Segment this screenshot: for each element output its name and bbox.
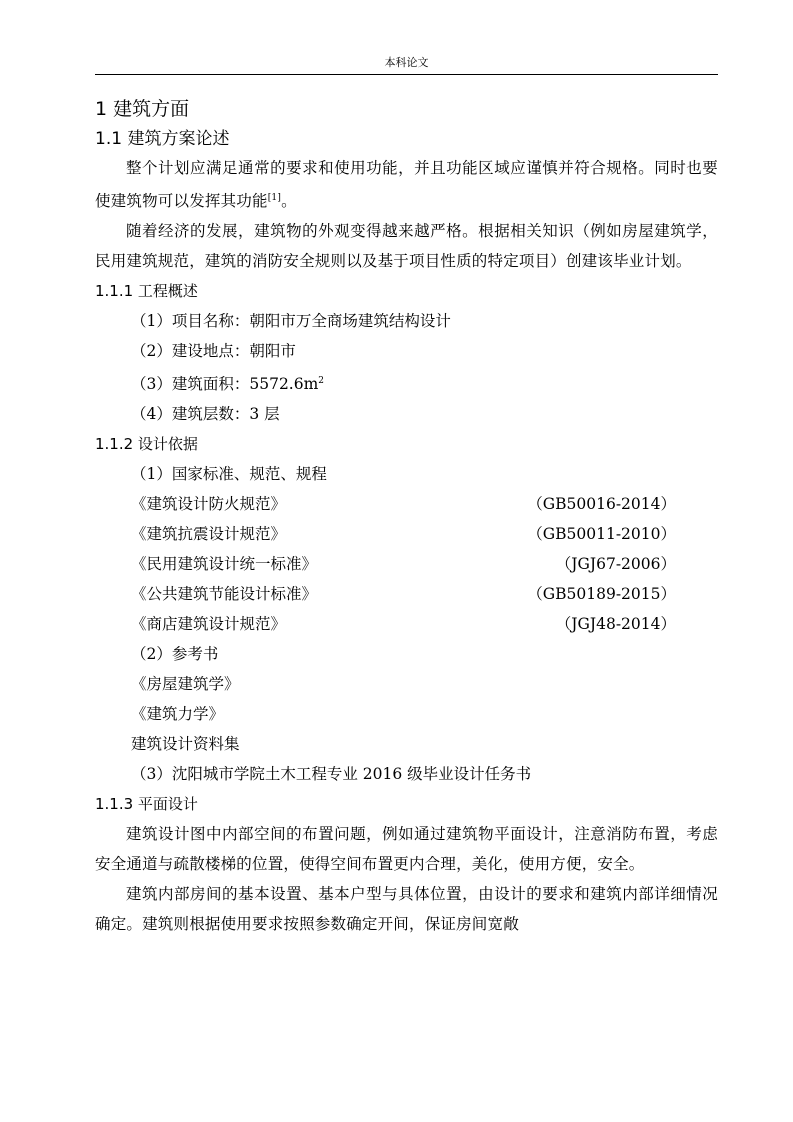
section-1-1-3-title: 1.1.3 平面设计 — [95, 795, 198, 813]
area-text: （3）建筑面积：5572.6m — [131, 375, 319, 393]
standard-name: 《民用建筑设计统一标准》 — [131, 555, 318, 573]
section-1-title: 1 建筑方面 — [95, 98, 190, 120]
header-rule — [95, 74, 718, 75]
standard-row — [95, 549, 718, 579]
section-1-1-title: 1.1 建筑方案论述 — [95, 129, 230, 149]
paragraph — [95, 153, 718, 216]
standard-name: 《建筑设计防火规范》 — [131, 495, 287, 513]
paragraph: 建筑内部房间的基本设置、基本户型与具体位置，由设计的要求和建筑内部详细情况确定。建筑则根据使用要求按照参数确定开间，保证房间宽敞 — [95, 885, 718, 933]
list-heading: （2）参考书 — [131, 645, 219, 663]
paragraph: 建筑设计图中内部空间的布置问题，例如通过建筑物平面设计，注意消防布置，考虑安全通道与疏散楼梯的位置，使得空间布置更内合理，美化，使用方便，安全。 — [95, 825, 718, 873]
section-1-1-2-title: 1.1.2 设计依据 — [95, 435, 198, 453]
book-item: 《建筑力学》 — [131, 705, 225, 723]
book-item: 《房屋建筑学》 — [131, 675, 240, 693]
book-item: 建筑设计资料集 — [131, 735, 240, 753]
standard-name: 《建筑抗震设计规范》 — [131, 525, 287, 543]
list-heading: （1）国家标准、规范、规程 — [131, 465, 327, 483]
standard-row — [95, 489, 718, 519]
standard-name: 《公共建筑节能设计标准》 — [131, 585, 318, 603]
page-header: 本科论文 — [384, 56, 429, 69]
task-item: （3）沈阳城市学院土木工程专业 2016 级毕业设计任务书 — [131, 765, 532, 783]
standard-code: （JGJ67-2006） — [555, 555, 676, 573]
standard-code: （GB50016-2014） — [527, 495, 676, 513]
paragraph: 随着经济的发展，建筑物的外观变得越来越严格。根据相关知识（例如房屋建筑学，民用建筑规范，建筑的消防安全规则以及基于项目性质的特定项目）创建该毕业计划。 — [95, 222, 718, 270]
standard-row — [95, 519, 718, 549]
paragraph-end: 。 — [281, 192, 297, 210]
list-item — [95, 366, 718, 399]
standard-row — [95, 609, 718, 639]
list-item: （2）建设地点：朝阳市 — [131, 342, 296, 360]
citation-ref[interactable]: [1] — [267, 193, 282, 203]
standard-code: （JGJ48-2014） — [555, 615, 676, 633]
list-item: （1）项目名称：朝阳市万全商场建筑结构设计 — [131, 312, 451, 330]
paragraph-text: 整个计划应满足通常的要求和使用功能，并且功能区域应谨慎并符合规格。同时也要使建筑物可以发挥其功能 — [95, 159, 718, 210]
document-body — [95, 95, 718, 939]
list-item: （4）建筑层数：3 层 — [131, 405, 280, 423]
standard-row — [95, 579, 718, 609]
standard-code: （GB50189-2015） — [527, 585, 676, 603]
area-superscript: 2 — [318, 376, 325, 386]
standard-name: 《商店建筑设计规范》 — [131, 615, 287, 633]
standard-code: （GB50011-2010） — [527, 525, 676, 543]
section-1-1-1-title: 1.1.1 工程概述 — [95, 282, 198, 300]
